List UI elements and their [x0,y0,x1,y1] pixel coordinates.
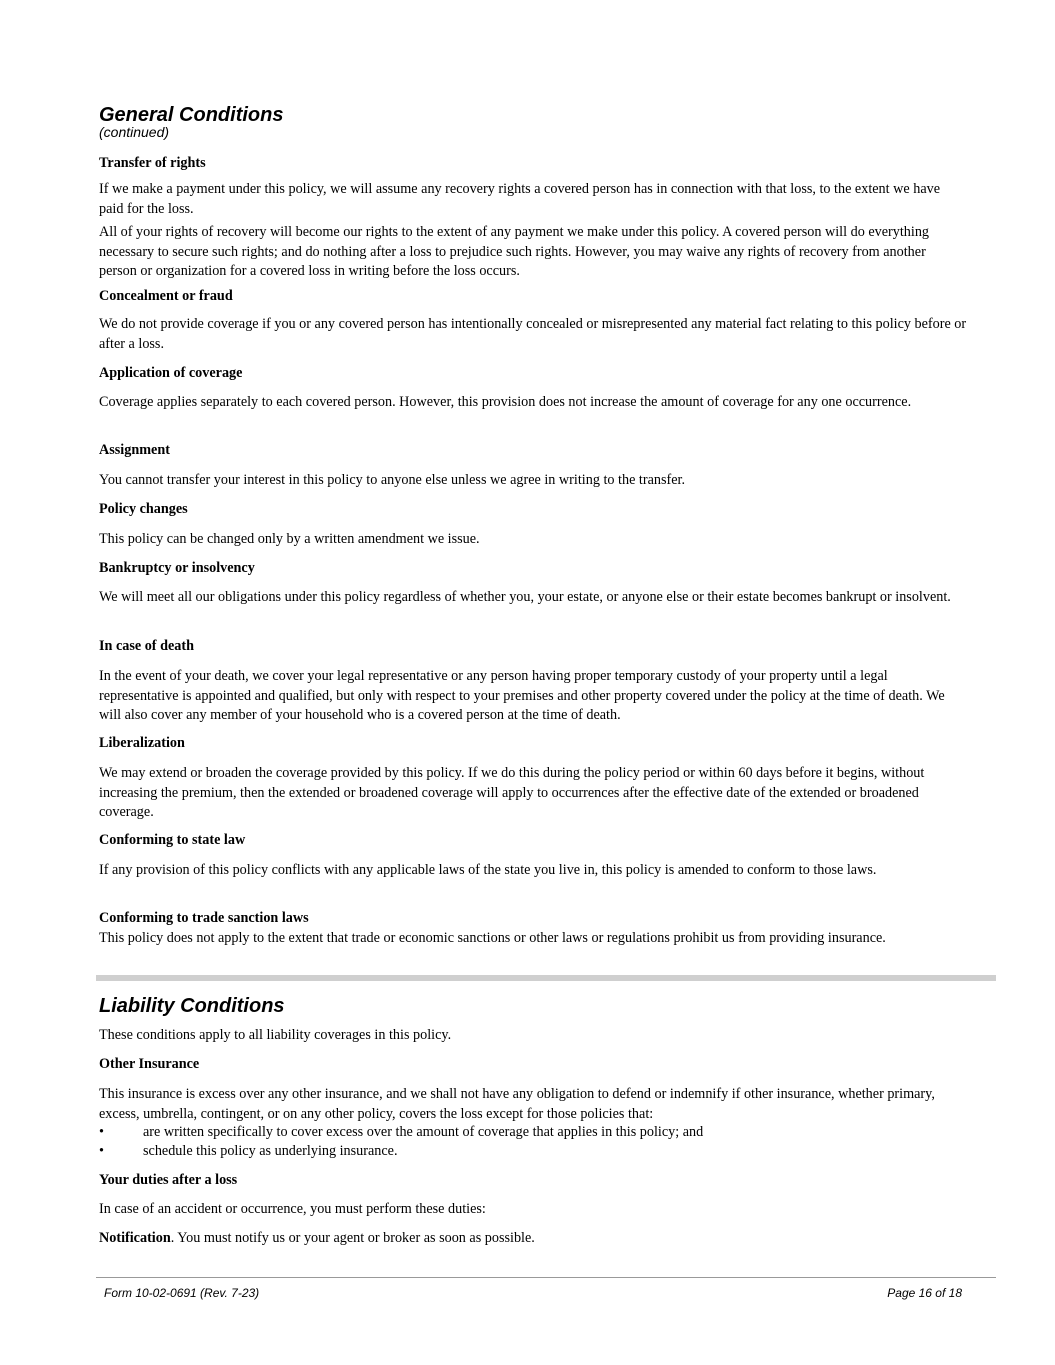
heading-concealment-or-fraud: Concealment or fraud [99,288,233,304]
heading-transfer-of-rights: Transfer of rights [99,155,206,171]
heading-conforming-to-state-law: Conforming to state law [99,832,246,848]
heading-in-case-of-death: In case of death [99,638,194,654]
paragraph-liability-intro: These conditions apply to all liability coverages in this policy. [99,1027,452,1043]
paragraph-transfer-2: All of your rights of recovery will become our rights to the extent of any payment we make under this policy. A covered person will do everything necessary to secure such rights; and do nothing after a loss to prejudice such rights. However, you may waive any rights of recovery from another person or organization for a covered loss in writing before the loss occurs. [99,224,930,279]
footer-page-number: Page 16 of 18 [887,1286,962,1300]
footer-form-number: Form 10-02-0691 (Rev. 7-23) [104,1286,260,1300]
notification-text: . You must notify us or your agent or broker as soon as possible. [170,1230,535,1246]
list-item-text: schedule this policy as underlying insurance. [143,1143,398,1159]
section-title-liability-conditions: Liability Conditions [99,995,285,1017]
heading-assignment: Assignment [99,442,170,458]
paragraph-assignment: You cannot transfer your interest in this policy to anyone else unless we agree in writing to the transfer. [99,472,686,488]
heading-liberalization: Liberalization [99,735,185,751]
heading-other-insurance: Other Insurance [99,1056,200,1072]
paragraph-state-law: If any provision of this policy conflicts with any applicable laws of the state you live in, this policy is amended to conform to those laws. [99,862,877,878]
heading-conforming-to-trade-sanction-laws: Conforming to trade sanction laws [99,910,309,926]
paragraph-other-insurance: This insurance is excess over any other insurance, and we shall not have any obligation to defend or indemnify if other insurance, whether primary, excess, umbrella, contingent, or on any other policy, covers the loss except for those policies that: [99,1086,935,1122]
paragraph-trade-sanction: This policy does not apply to the extent that trade or economic sanctions or other laws or regulations prohibit us from providing insurance. [99,930,886,946]
section-divider [96,975,996,981]
heading-application-of-coverage: Application of coverage [99,365,243,381]
notification-label: Notification [99,1230,171,1246]
paragraph-notification [99,1229,967,1249]
bullet-icon: • [99,1143,104,1159]
list-item-text: are written specifically to cover excess over the amount of coverage that applies in this policy; and [143,1124,704,1140]
paragraph-transfer-1: If we make a payment under this policy, we will assume any recovery rights a covered person has in connection with that loss, to the extent we have paid for the loss. [99,181,941,217]
heading-your-duties-after-a-loss: Your duties after a loss [99,1172,238,1188]
heading-bankruptcy-or-insolvency: Bankruptcy or insolvency [99,560,255,576]
heading-policy-changes: Policy changes [99,501,188,517]
bullet-icon: • [99,1124,104,1140]
paragraph-application: Coverage applies separately to each covered person. However, this provision does not increase the amount of coverage for any one occurrence. [99,394,912,410]
paragraph-duties: In case of an accident or occurrence, you must perform these duties: [99,1201,486,1217]
paragraph-policy-changes: This policy can be changed only by a written amendment we issue. [99,531,480,547]
paragraph-concealment: We do not provide coverage if you or any covered person has intentionally concealed or misrepresented any material fact relating to this policy before or after a loss. [99,316,967,352]
continued-label: (continued) [99,124,170,140]
paragraph-in-case-of-death: In the event of your death, we cover your legal representative or any person having proper temporary custody of your property until a legal representative is appointed and qualified, but only with respect to your premises and other property covered under the policy at the time of death. We will also cover any member of your household who is a covered person at the time of death. [99,668,945,723]
paragraph-bankruptcy: We will meet all our obligations under this policy regardless of whether you, your estate, or anyone else or their estate becomes bankrupt or insolvent. [99,589,951,605]
section-title-general-conditions: General Conditions [99,104,284,126]
footer-rule [96,1277,996,1278]
paragraph-liberalization: We may extend or broaden the coverage provided by this policy. If we do this during the policy period or within 60 days before it begins, without increasing the premium, then the extended or broadened coverage will apply to occurrences after the effective date of the extended or broadened coverage. [99,765,925,820]
